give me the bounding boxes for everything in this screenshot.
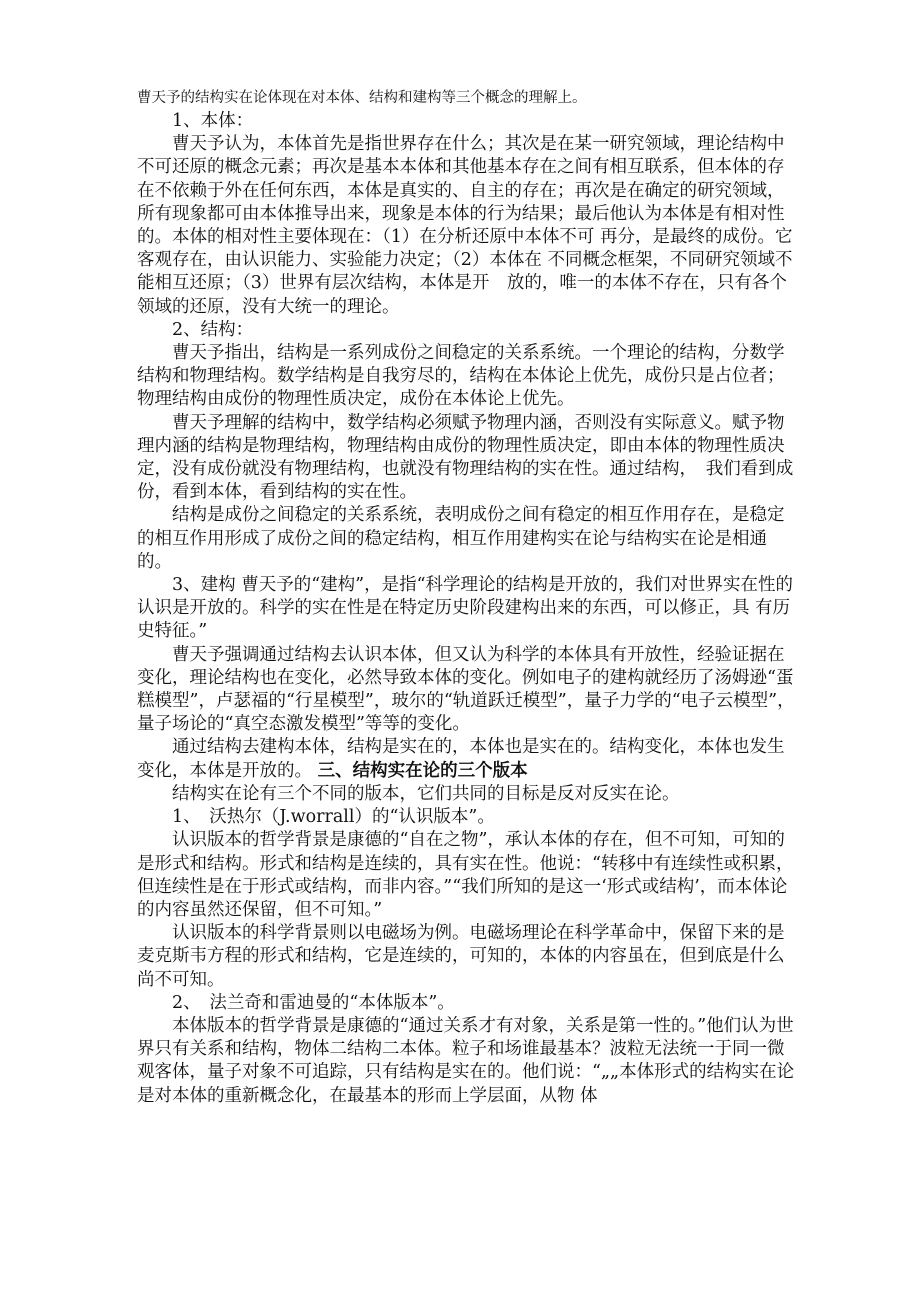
document-page bbox=[137, 88, 797, 1108]
paragraph-versions-intro: 结构实在论有三个不同的版本，它们共同的目标是反对反实在论。 bbox=[172, 783, 680, 804]
heading-french-ladyman: 2、 法兰奇和雷迪曼的“本体版本”。 bbox=[172, 992, 455, 1013]
heading-structure: 2、结构： bbox=[172, 319, 254, 340]
paragraph-construction-3 bbox=[137, 736, 797, 782]
section-heading-three-versions: 三、结构实在论的三个版本 bbox=[317, 760, 528, 781]
heading-worrall: 1、 沃热尔（J.worrall）的“认识版本”。 bbox=[172, 807, 495, 828]
paragraph-epistemic-2: 认识版本的科学背景则以电磁场为例。电磁场理论在科学革命中，保留下来的是麦克斯韦方程的形式和结构，它是连续的，可知的，本体的内容虽在，但到底是什么尚不可知。 bbox=[137, 923, 785, 990]
paragraph-ontic: 本体版本的哲学背景是康德的“通过关系才有对象，关系是第一性的。”他们认为世界只有关系和结构，物体二结构二本体。粒子和场谁最基本？波粒无法统一于同一微观客体，量子对象不可追踪，只有结构是实在的。他们说：“„„本体形式的结构实在论是对本体的重新概念化，在最基本的形而上学层面，从物 体 bbox=[137, 1015, 795, 1106]
paragraph-text: 通过结构去建构本体，结构是实在的，本体也是实在的。结构变化，本体也发生变化，本体是开放的。 bbox=[137, 737, 785, 781]
paragraph-epistemic-1: 认识版本的哲学背景是康德的“自在之物”，承认本体的存在，但不可知，可知的是形式和结构。形式和结构是连续的，具有实在性。他说：“转移中有连续性或积累，但连续性是在于形式或结构，而非内容。”“我们所知的是这一‘形式或结构’，而本体论的内容虽然还保留，但不可知。” bbox=[137, 830, 794, 920]
heading-ontology: 1、本体： bbox=[172, 111, 254, 131]
paragraph-ontology: 曹天予认为，本体首先是指世界存在什么；其次是在某一研究领域，理论结构中不可还原的概念元素；再次是基本本体和其他基本存在之间有相互联系，但本体的存在不依赖于外在任何东西，本体是真实的、自主的存在；再次是在确定的研究领域，所有现象都可由本体推导出来，现象是本体的行为结果；最后他认为本体是有相对性的。本体的相对性主要体现在：（1）在分析还原中本体不可 再分，是最终的成份。它客观存在，由认识能力、实验能力决定；（2）本体在 不同概念框架，不同研究领域不能相互还原；（3）世界有层次结构，本体是开 放的，唯一的本体不存在，只有各个领域的还原，没有大统一的理论。 bbox=[137, 134, 793, 317]
paragraph-structure-3: 结构是成份之间稳定的关系系统，表明成份之间有稳定的相互作用存在，是稳定的相互作用形成了成份之间的稳定结构，相互作用建构实在论与结构实在论是相通的。 bbox=[137, 505, 785, 572]
paragraph-construction-2: 曹天予强调通过结构去认识本体，但又认为科学的本体具有开放性，经验证据在变化，理论结构也在变化，必然导致本体的变化。例如电子的建构就经历了汤姆逊“蛋糕模型”，卢瑟福的“行星模型”，玻尔的“轨道跃迁模型”，量子力学的“电子云模型”，量子场论的“真空态激发模型”等等的变化。 bbox=[137, 644, 795, 735]
paragraph-structure-1: 曹天予指出，结构是一系列成份之间稳定的关系系统。一个理论的结构，分数学结构和物理结构。数学结构是自我穷尽的，结构在本体论上优先，成份只是占位者；物理结构由成份的物理性质决定，成份在本体论上优先。 bbox=[137, 343, 785, 410]
paragraph-structure-2: 曹天予理解的结构中，数学结构必须赋予物理内涵，否则没有实际意义。赋予物理内涵的结构是物理结构，物理结构由成份的物理性质决定，即由本体的物理性质决定，没有成份就没有物理结构，也就没有物理结构的实在性。通过结构， 我们看到成份，看到本体，看到结构的实在性。 bbox=[137, 412, 794, 503]
paragraph-construction: 3、建构 曹天予的“建构”，是指“科学理论的结构是开放的，我们对世界实在性的 认识是开放的。科学的实在性是在特定历史阶段建构出来的东西，可以修正，具 有历史特征。” bbox=[137, 575, 794, 642]
intro-line: 曹天予的结构实在论体现在对本体、结构和建构等三个概念的理解上。 bbox=[137, 90, 587, 106]
